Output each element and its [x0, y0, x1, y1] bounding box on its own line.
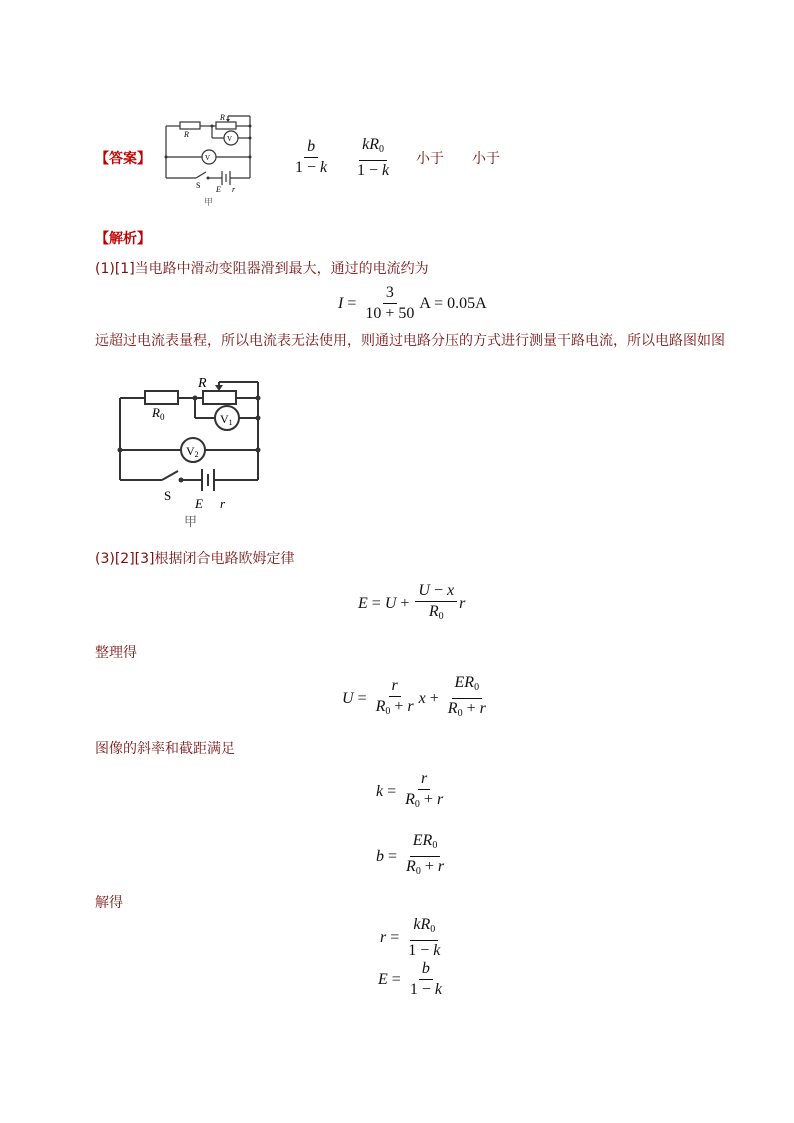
analysis-paragraph-5: 图像的斜率和截距满足	[95, 741, 235, 757]
intercept-equation: b = $\frac{ER_0}{R_0 + r}$	[376, 832, 445, 877]
solution-r-equation: r = $\frac{kR_0}{1 - k}$	[380, 916, 441, 959]
large-v1-label: V1	[220, 412, 233, 427]
analysis-paragraph-2: 远超过电流表量程，所以电流表无法使用，则通过电路分压的方式进行测量干路电流，所以电路图如图	[95, 333, 725, 349]
answer-1-formula: $\frac{kR_0}{1 - k}$	[357, 136, 390, 179]
small-emf-label: E	[216, 185, 221, 194]
analysis-paragraph-3: (3)[2][3]根据闭合电路欧姆定律	[95, 551, 295, 567]
ohm-law-equation: E = U + $\frac{U - x}{R_0}$ r	[358, 582, 466, 622]
large-v2-label: V2	[186, 444, 199, 459]
small-rheostat-label: R	[220, 113, 225, 122]
analysis-circuit-diagram	[112, 370, 272, 530]
current-equation: I = $\frac{3}{10 + 50}$ A = 0.05A	[338, 284, 487, 322]
analysis-paragraph-6: 解得	[95, 895, 123, 911]
large-switch-label: S	[164, 488, 172, 503]
large-emf-label: E	[195, 496, 203, 511]
large-rheostat-label: R	[198, 376, 207, 391]
large-r0-label: $R_0$	[152, 405, 165, 422]
large-figure-caption: 甲	[184, 514, 198, 529]
analysis-paragraph-4: 整理得	[95, 645, 137, 661]
answer-label: 【答案】	[95, 151, 151, 167]
small-internal-label: r	[232, 185, 236, 194]
small-switch-label: S	[196, 181, 201, 190]
answer-2-formula: $\frac{b}{1 - k}$	[295, 138, 328, 176]
answer-circuit-diagram	[160, 108, 260, 208]
rearranged-equation: U = $\frac{r}{R_0 + r}$ x + $\frac{ER_0}{R_0 + r}$	[342, 674, 486, 719]
small-r0-label: R	[184, 130, 189, 139]
small-v2-label: V	[205, 154, 211, 162]
analysis-paragraph-1: (1)[1]当电路中滑动变阻器滑到最大，通过的电流约为	[95, 261, 429, 277]
slope-equation: k = $\frac{r}{R_0 + r}$	[376, 770, 444, 810]
small-v1-label: V	[227, 135, 233, 143]
answer-4: 小于	[472, 151, 500, 167]
solution-e-equation: E = $\frac{b}{1 - k}$	[378, 960, 442, 998]
analysis-label: 【解析】	[95, 231, 151, 247]
answer-3: 小于	[416, 151, 444, 167]
large-internal-label: r	[220, 496, 226, 511]
small-figure-caption: 甲	[204, 197, 214, 207]
